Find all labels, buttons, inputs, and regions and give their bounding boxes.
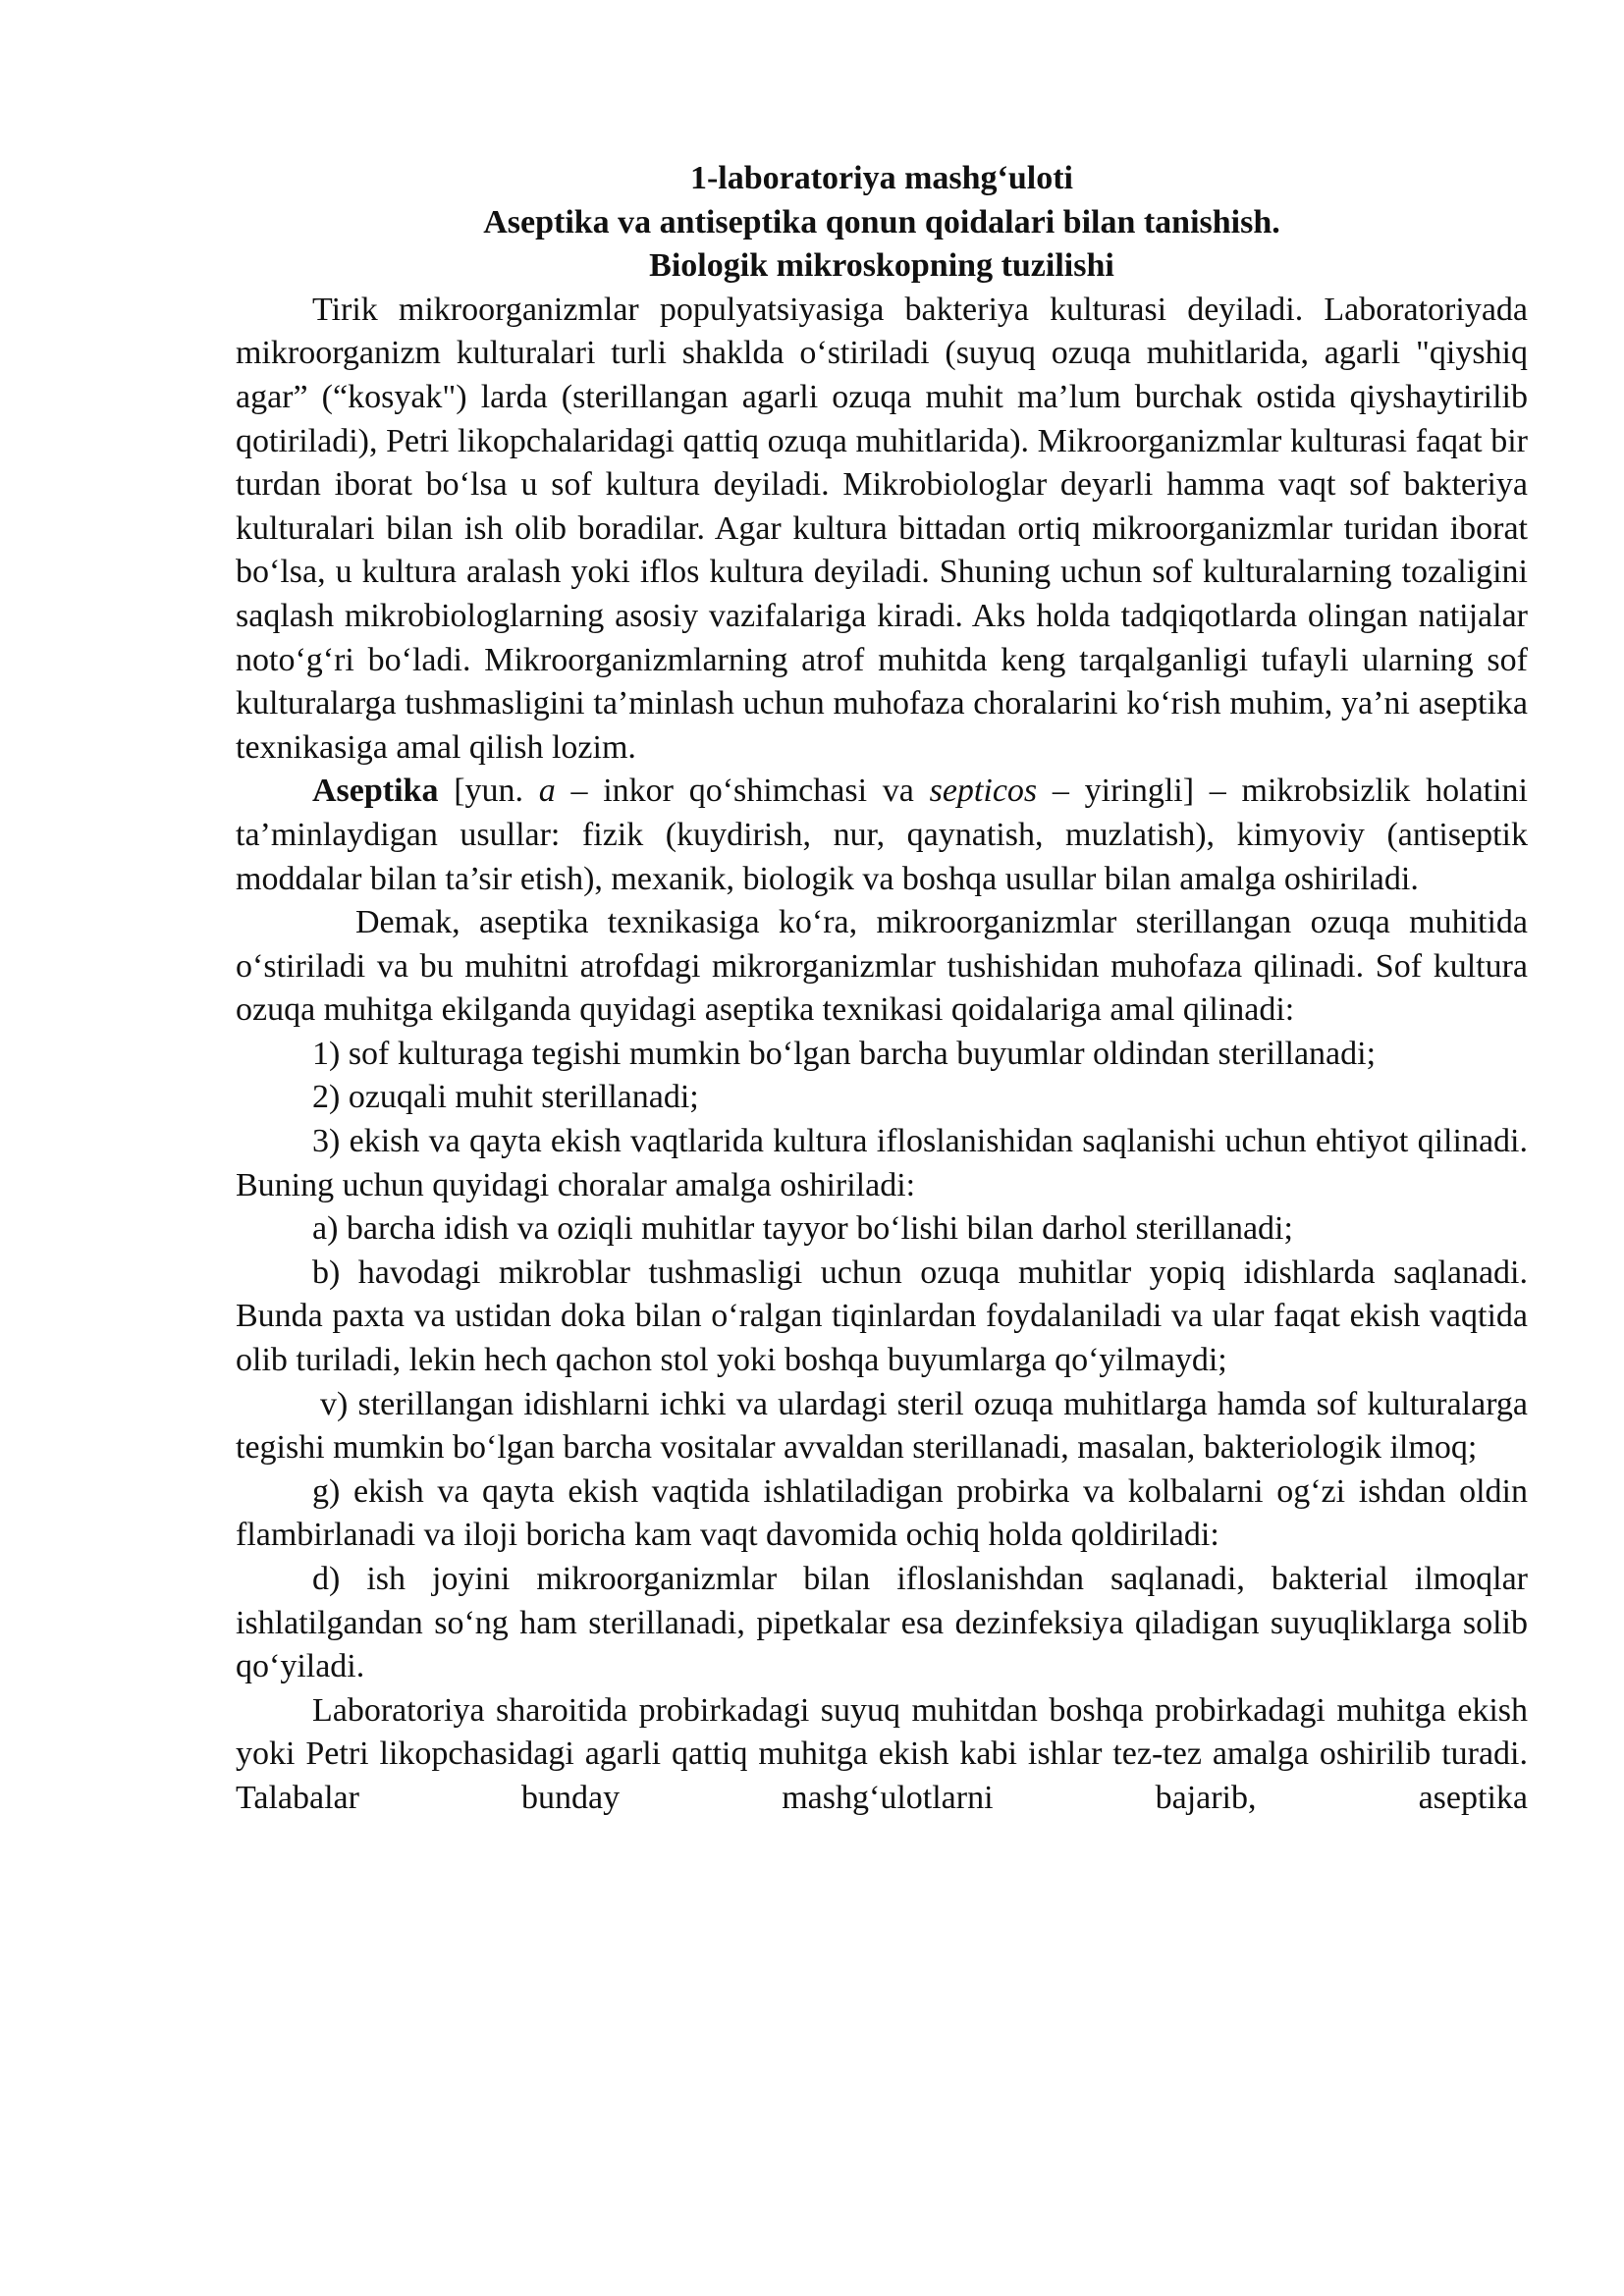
rule-d: d) ish joyini mikroorganizmlar bilan ifloslanishdan saqlanadi, bakterial ilmoqlar ishlatilgandan so‘ng ham sterillanadi, pipetkalar esa dezinfeksiya qiladigan suyuqliklarga solib qo‘yiladi. [236, 1561, 1528, 1685]
rule-g: g) ekish va qayta ekish vaqtida ishlatiladigan probirka va kolbalarni og‘zi ishdan oldin flambirlanadi va iloji boricha kam vaqt davomida ochiq holda qoldiriladi: [236, 1472, 1528, 1554]
definition-italic-septicos: septicos [929, 773, 1038, 810]
definition-part-2: – inkor qo‘shimchasi va [555, 773, 930, 810]
rule-2: 2) ozuqali muhit sterillanadi; [312, 1079, 699, 1116]
document-page [236, 157, 1528, 1821]
rule-a: a) barcha idish va oziqli muhitlar tayyor bo‘lishi bilan darhol sterillanadi; [312, 1210, 1293, 1248]
paragraph-aseptika-definition [236, 770, 1528, 901]
rule-v: v) sterillangan idishlarni ichki va ulardagi steril ozuqa muhitlarga hamda sof kulturalarga tegishi mumkin bo‘lgan barcha vositalar avvaldan sterillanadi, masalan, bakteriologik ilmoq; [236, 1385, 1528, 1467]
definition-part-1: [yun. [438, 773, 539, 810]
title-line-2: Aseptika va antiseptika qonun qoidalari bilan tanishish. [483, 203, 1280, 240]
rule-b: b) havodagi mikroblar tushmasligi uchun ozuqa muhitlar yopiq idishlarda saqlanadi. Bunda paxta va ustidan doka bilan o‘ralgan tiqinlardan foydalaniladi va ular faqat ekish vaqtida olib turiladi, lekin hech qachon stol yoki boshqa buyumlarga qo‘yilmaydi; [236, 1254, 1528, 1379]
definition-part-3: – yiringli] – mikrobsizlik holatini ta’minlaydigan usullar: fizik (kuydirish, nur, qaynatish, muzlatish), kimyoviy (antiseptik moddalar bilan ta’sir etish), mexanik, biologik va boshqa usullar bilan amalga oshiriladi. [236, 773, 1529, 897]
title-line-1: 1-laboratoriya mashg‘uloti [689, 160, 1074, 196]
paragraph-laboratoriya: Laboratoriya sharoitida probirkadagi suyuq muhitdan boshqa probirkadagi muhitga ekish yoki Petri likopchasidagi agarli qattiq muhitga ekish kabi ishlar tez-tez amalga oshirilib turadi. Talabalar bunday mashg‘ulotlarni bajarib, aseptika [236, 1691, 1528, 1816]
paragraph-demak: Demak, aseptika texnikasiga ko‘ra, mikroorganizmlar sterillangan ozuqa muhitida o‘stiriladi va bu muhitni atrofdagi mikrorganizmlar tushishidan muhofaza qilinadi. Sof kultura ozuqa muhitga ekilganda quyidagi aseptika texnikasi qoidalariga amal qilinadi: [236, 904, 1528, 1029]
paragraph-intro: Tirik mikroorganizmlar populyatsiyasiga bakteriya kulturasi deyiladi. Laboratoriyada mikroorganizm kulturalari turli shaklda o‘stiriladi (suyuq ozuqa muhitlarida, agarli "qiyshiq agar” (“kosyak") larda (sterillangan agarli ozuqa muhit ma’lum burchak ostida qiyshaytirilib qotiriladi), Petri likopchalaridagi qattiq ozuqa muhitlarida). Mikroorganizmlar kulturasi faqat bir turdan iborat bo‘lsa u sof kultura deyiladi. Mikrobiologlar deyarli hamma vaqt sof bakteriya kulturalari bilan ish olib boradilar. Agar kultura bittadan ortiq mikroorganizmlar turidan iborat bo‘lsa, u kultura aralash yoki iflos kultura deyiladi. Shuning uchun sof kulturalarning tozaligini saqlash mikrobiologlarning asosiy vazifalariga kiradi. Aks holda tadqiqotlarda olingan natijalar noto‘g‘ri bo‘ladi. Mikroorganizmlarning atrof muhitda keng tarqalganligi tufayli ularning sof kulturalarga tushmasligini ta’minlash uchun muhofaza choralarini ko‘rish muhim, ya’ni aseptika texnikasiga amal qilish lozim. [236, 291, 1528, 766]
definition-italic-a: a [538, 773, 556, 810]
rule-3: 3) ekish va qayta ekish vaqtlarida kultura ifloslanishidan saqlanishi uchun ehtiyot qilinadi. Buning uchun quyidagi choralar amalga oshiriladi: [236, 1123, 1528, 1203]
title-line-3: Biologik mikroskopning tuzilishi [649, 247, 1114, 285]
term-aseptika: Aseptika [312, 773, 439, 810]
rule-1: 1) sof kulturaga tegishi mumkin bo‘lgan barcha buyumlar oldindan sterillanadi; [312, 1035, 1377, 1072]
